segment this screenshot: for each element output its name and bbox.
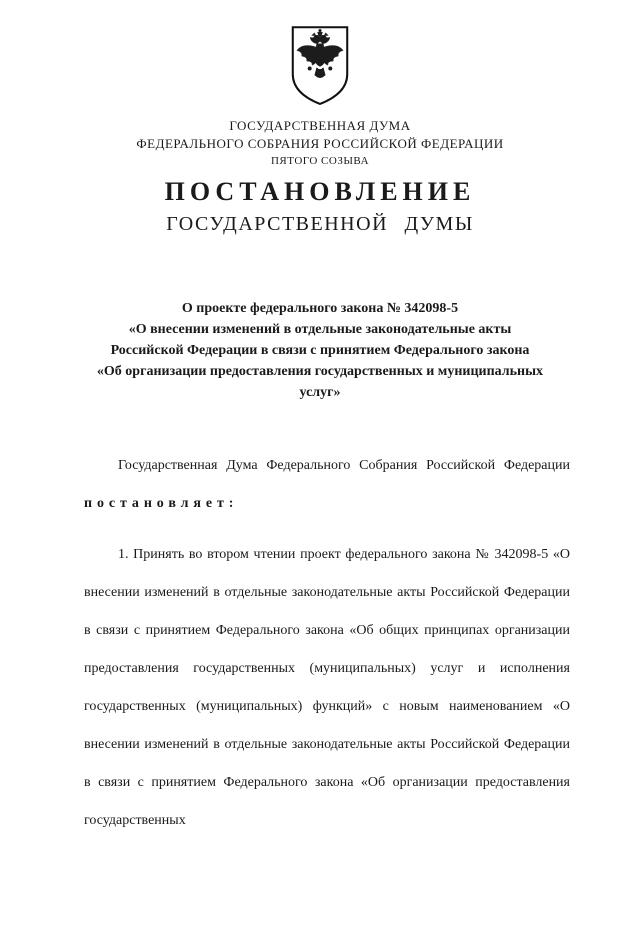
preamble-text: Государственная Дума Федерального Собрания Российской Федерации	[118, 458, 570, 473]
resolution-body	[0, 447, 640, 840]
document-type-heading: ПОСТАНОВЛЕНИЕ	[164, 177, 476, 206]
title-line: «О внесении изменений в отдельные законодательные акты	[128, 322, 512, 337]
title-line: услуг»	[299, 385, 341, 400]
title-line: «Об организации предоставления государственных и муниципальных	[96, 364, 544, 379]
resolution-title	[0, 298, 640, 403]
preamble-paragraph	[84, 447, 570, 523]
org-name-line-2: ФЕДЕРАЛЬНОГО СОБРАНИЯ РОССИЙСКОЙ ФЕДЕРАЦИИ	[136, 136, 504, 151]
double-headed-eagle-emblem	[287, 22, 353, 110]
clause-1-paragraph: 1. Принять во втором чтении проект федерального закона № 342098-5 «О внесении изменений в отдельные законодательные акты Российской Федерации в связи с принятием Федерального закона «Об общих принципах организации предоставления государственных (муниципальных) услуг и исполнения государственных (муниципальных) функций» с новым наименованием «О внесении изменений в отдельные законодательные акты Российской Федерации в связи с принятием Федерального закона «Об организации предоставления государственных	[84, 547, 570, 828]
coat-of-arms-icon	[287, 22, 353, 110]
convocation-line: ПЯТОГО СОЗЫВА	[270, 155, 370, 167]
title-line: Российской Федерации в связи с принятием Федерального закона	[110, 343, 530, 358]
document-page	[0, 22, 640, 927]
preamble-verb: постановляет:	[84, 496, 239, 511]
document-issuer-heading: ГОСУДАРСТВЕННОЙ ДУМЫ	[166, 213, 474, 235]
org-name-line-1: ГОСУДАРСТВЕННАЯ ДУМА	[229, 118, 411, 133]
title-line: О проекте федерального закона № 342098-5	[181, 301, 459, 316]
